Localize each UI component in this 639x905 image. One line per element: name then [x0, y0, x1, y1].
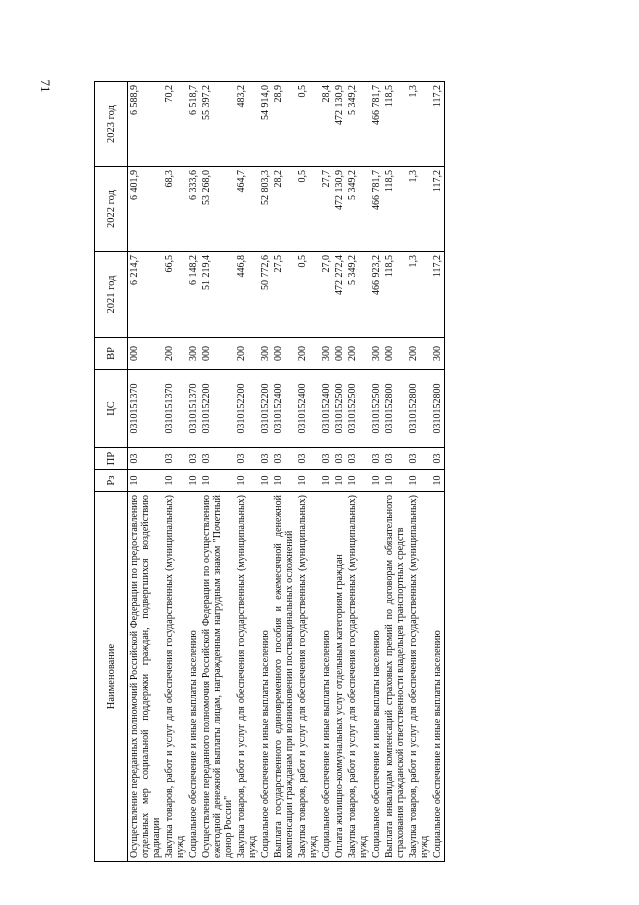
row-cs: 0310152500	[333, 370, 346, 448]
table-row	[200, 82, 235, 862]
row-value-2023: 483,2	[235, 82, 259, 167]
row-value-2022: 472 130,9	[333, 167, 346, 252]
row-value-2023: 6 518,7	[187, 82, 200, 167]
row-vr: 000	[383, 338, 407, 370]
row-value-2021: 50 772,6	[259, 252, 272, 338]
header-2023: 2023 год	[95, 82, 128, 167]
table-row	[296, 82, 320, 862]
table-row	[407, 82, 431, 862]
header-2021: 2021 год	[95, 252, 128, 338]
row-pr: 03	[187, 448, 200, 470]
row-value-2021: 466 923,2	[370, 252, 383, 338]
row-rz: 10	[272, 470, 296, 492]
row-value-2022: 27,7	[320, 167, 333, 252]
row-name: Закупка товаров, работ и услуг для обеспечения государственных (муниципальных) нужд	[346, 492, 370, 862]
row-cs: 0310151370	[128, 370, 164, 448]
row-value-2021: 446,8	[235, 252, 259, 338]
row-name: Закупка товаров, работ и услуг для обеспечения государственных (муниципальных) нужд	[235, 492, 259, 862]
row-vr: 000	[333, 338, 346, 370]
row-vr: 300	[431, 338, 445, 370]
row-value-2021: 117,2	[431, 252, 445, 338]
row-value-2021: 1,3	[407, 252, 431, 338]
row-pr: 03	[272, 448, 296, 470]
row-pr: 03	[383, 448, 407, 470]
row-rz: 10	[431, 470, 445, 492]
row-name: Закупка товаров, работ и услуг для обеспечения государственных (муниципальных) нужд	[407, 492, 431, 862]
header-2022: 2022 год	[95, 167, 128, 252]
row-value-2023: 28,9	[272, 82, 296, 167]
row-value-2021: 6 148,2	[187, 252, 200, 338]
row-value-2022: 28,2	[272, 167, 296, 252]
row-value-2023: 117,2	[431, 82, 445, 167]
row-value-2021: 27,0	[320, 252, 333, 338]
row-pr: 03	[370, 448, 383, 470]
row-rz: 10	[187, 470, 200, 492]
row-value-2022: 6 333,6	[187, 167, 200, 252]
row-value-2021: 0,5	[296, 252, 320, 338]
row-rz: 10	[163, 470, 187, 492]
row-vr: 300	[320, 338, 333, 370]
row-name: Социальное обеспечение и иные выплаты населению	[187, 492, 200, 862]
table-row	[333, 82, 346, 862]
row-name: Закупка товаров, работ и услуг для обеспечения государственных (муниципальных) нужд	[163, 492, 187, 862]
row-rz: 10	[128, 470, 164, 492]
row-cs: 0310152500	[346, 370, 370, 448]
row-cs: 0310152500	[370, 370, 383, 448]
row-value-2022: 53 268,0	[200, 167, 235, 252]
row-cs: 0310152800	[383, 370, 407, 448]
row-rz: 10	[320, 470, 333, 492]
rotated-budget-table-container	[94, 82, 536, 862]
row-rz: 10	[383, 470, 407, 492]
row-value-2022: 5 349,2	[346, 167, 370, 252]
header-cs: ЦС	[95, 370, 128, 448]
row-value-2021: 51 219,4	[200, 252, 235, 338]
row-cs: 0310152200	[235, 370, 259, 448]
row-rz: 10	[200, 470, 235, 492]
row-name: Оплата жилищно-коммунальных услуг отдельным категориям граждан	[333, 492, 346, 862]
row-rz: 10	[235, 470, 259, 492]
row-value-2021: 66,5	[163, 252, 187, 338]
row-cs: 0310152200	[259, 370, 272, 448]
row-rz: 10	[333, 470, 346, 492]
table-row	[163, 82, 187, 862]
table-header	[95, 82, 128, 862]
row-value-2022: 464,7	[235, 167, 259, 252]
row-value-2023: 0,5	[296, 82, 320, 167]
row-rz: 10	[296, 470, 320, 492]
row-pr: 03	[235, 448, 259, 470]
row-value-2021: 6 214,7	[128, 252, 164, 338]
row-vr: 300	[187, 338, 200, 370]
row-name: Социальное обеспечение и иные выплаты населению	[320, 492, 333, 862]
header-name: Наименование	[95, 492, 128, 862]
row-vr: 200	[235, 338, 259, 370]
row-value-2023: 118,5	[383, 82, 407, 167]
table-row	[431, 82, 445, 862]
budget-table	[94, 81, 445, 862]
row-value-2022: 0,5	[296, 167, 320, 252]
table-row	[383, 82, 407, 862]
row-name: Социальное обеспечение и иные выплаты населению	[259, 492, 272, 862]
row-vr: 000	[128, 338, 164, 370]
row-value-2023: 1,3	[407, 82, 431, 167]
row-pr: 03	[128, 448, 164, 470]
row-value-2023: 55 397,2	[200, 82, 235, 167]
row-value-2023: 6 588,9	[128, 82, 164, 167]
row-rz: 10	[370, 470, 383, 492]
row-pr: 03	[320, 448, 333, 470]
row-pr: 03	[259, 448, 272, 470]
row-cs: 0310152800	[431, 370, 445, 448]
table-row	[259, 82, 272, 862]
table-row	[235, 82, 259, 862]
row-pr: 03	[407, 448, 431, 470]
row-vr: 200	[296, 338, 320, 370]
row-cs: 0310151370	[187, 370, 200, 448]
row-vr: 200	[346, 338, 370, 370]
row-pr: 03	[200, 448, 235, 470]
table-row	[187, 82, 200, 862]
row-cs: 0310152400	[272, 370, 296, 448]
header-rz: Рз	[95, 470, 128, 492]
row-value-2023: 5 349,2	[346, 82, 370, 167]
row-name: Выплата инвалидам компенсаций страховых премий по договорам обязательного страхования гражданской ответственности владельцев транспортных средств	[383, 492, 407, 862]
row-vr: 300	[259, 338, 272, 370]
row-vr: 000	[272, 338, 296, 370]
row-value-2022: 466 781,7	[370, 167, 383, 252]
row-value-2022: 118,5	[383, 167, 407, 252]
header-row	[95, 82, 128, 862]
row-pr: 03	[163, 448, 187, 470]
row-value-2021: 472 272,4	[333, 252, 346, 338]
row-value-2023: 466 781,7	[370, 82, 383, 167]
row-value-2023: 70,2	[163, 82, 187, 167]
row-value-2021: 118,5	[383, 252, 407, 338]
table-body	[128, 82, 445, 862]
row-vr: 300	[370, 338, 383, 370]
row-value-2022: 1,3	[407, 167, 431, 252]
row-cs: 0310152400	[320, 370, 333, 448]
row-name: Социальное обеспечение и иные выплаты населению	[370, 492, 383, 862]
row-value-2023: 472 130,9	[333, 82, 346, 167]
row-cs: 0310152200	[200, 370, 235, 448]
row-value-2022: 117,2	[431, 167, 445, 252]
row-name: Осуществление переданного полномочия Российской Федерации по осуществлению ежегодной денежной выплаты лицам, награжденным нагрудным знаком "Почетный донор России"	[200, 492, 235, 862]
table-row	[320, 82, 333, 862]
header-vr: ВР	[95, 338, 128, 370]
page-number: 71	[38, 79, 53, 93]
row-cs: 0310151370	[163, 370, 187, 448]
table-row	[346, 82, 370, 862]
row-value-2022: 68,3	[163, 167, 187, 252]
row-name: Выплата государственного единовременного пособия и ежемесячной денежной компенсации гражданам при возникновении поствакцинальных осложнений	[272, 492, 296, 862]
row-value-2023: 54 914,0	[259, 82, 272, 167]
row-vr: 200	[163, 338, 187, 370]
row-name: Осуществление переданных полномочий Российской Федерации по предоставлению отдельных мер социальной поддержки граждан, подвергшихся воздействию радиации	[128, 492, 164, 862]
row-cs: 0310152400	[296, 370, 320, 448]
row-value-2021: 27,5	[272, 252, 296, 338]
table-row	[272, 82, 296, 862]
row-rz: 10	[259, 470, 272, 492]
row-name: Закупка товаров, работ и услуг для обеспечения государственных (муниципальных) нужд	[296, 492, 320, 862]
row-vr: 000	[200, 338, 235, 370]
row-value-2023: 28,4	[320, 82, 333, 167]
row-pr: 03	[333, 448, 346, 470]
table-row	[128, 82, 164, 862]
row-name: Социальное обеспечение и иные выплаты населению	[431, 492, 445, 862]
row-pr: 03	[296, 448, 320, 470]
header-pr: ПР	[95, 448, 128, 470]
row-cs: 0310152800	[407, 370, 431, 448]
row-pr: 03	[346, 448, 370, 470]
row-value-2022: 6 401,9	[128, 167, 164, 252]
row-value-2022: 52 803,3	[259, 167, 272, 252]
row-rz: 10	[407, 470, 431, 492]
table-row	[370, 82, 383, 862]
row-rz: 10	[346, 470, 370, 492]
row-value-2021: 5 349,2	[346, 252, 370, 338]
row-pr: 03	[431, 448, 445, 470]
row-vr: 200	[407, 338, 431, 370]
